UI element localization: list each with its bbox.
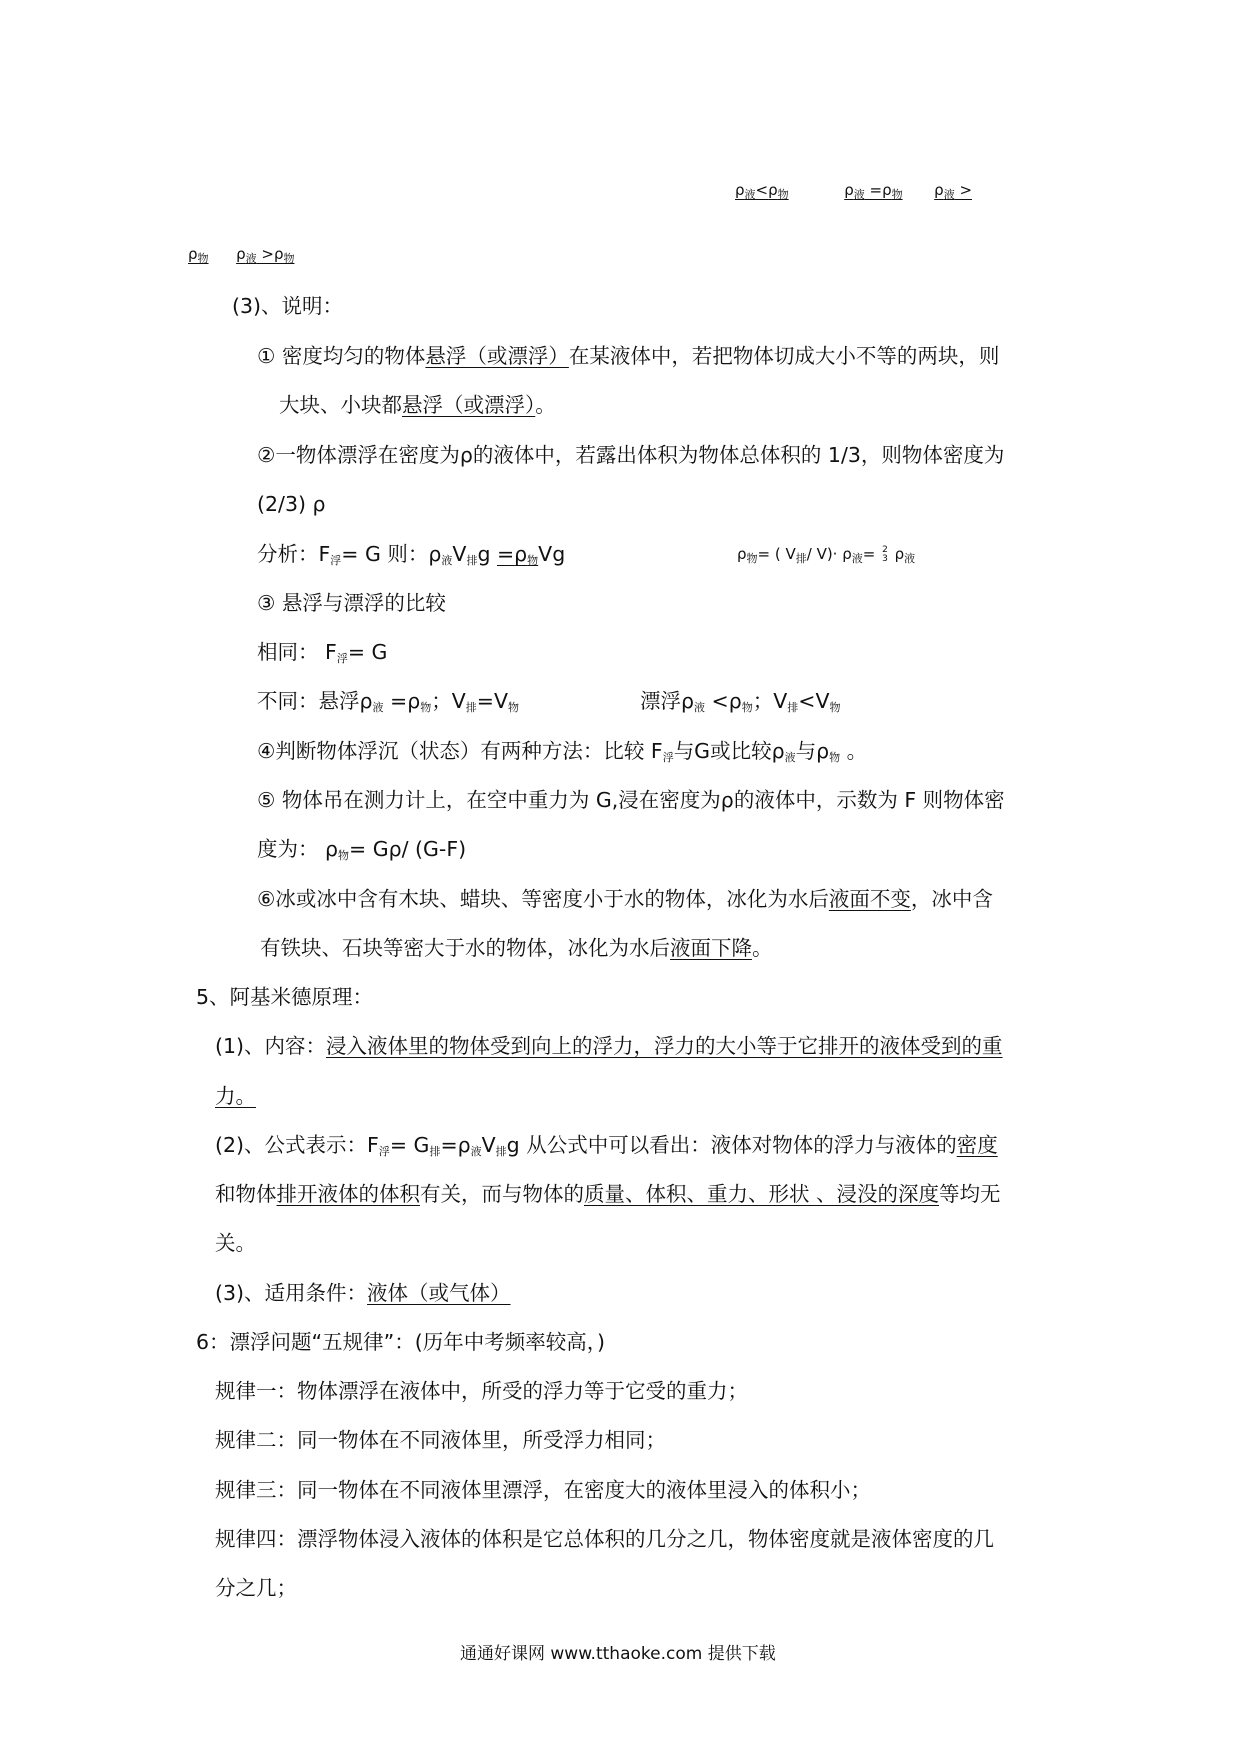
rule-4-line-1: 规律四：漂浮物体浸入液体的体积是它总体积的几分之几，物体密度就是液体密度的几 (215, 1527, 994, 1551)
analysis-result: $\rho_物=$ ( $V_排/$ $V)\cdot \rho_液=$ 2 3 $\rho_液$ (737, 544, 916, 565)
diff-line-suspend: 不同：悬浮$\rho_液 =\rho_物$；$V_排=V_物$ (257, 689, 519, 714)
sec5-formula-line-1: (2)、公式表示：$F_浮= G_排=\rho_液V_排g$ 从公式中可以看出：液体对物体的浮力与液体的密度 (215, 1133, 998, 1158)
second-density-relations (188, 240, 294, 273)
item-5-line-2: 度为： $\rho_物= G\rho/$ (G-F) (257, 837, 467, 862)
rel-float: $\rho_液 >\rho_物$ (236, 245, 295, 265)
item-1-line-1: ① 密度均匀的物体悬浮（或漂浮）在某液体中，若把物体切成大小不等的两块，则 (257, 344, 1000, 368)
sec5-condition-line: (3)、适用条件：液体（或气体） (215, 1281, 511, 1305)
item-4-line: ④判断物体浮沉（状态）有两种方法：比较 $F_浮$与G或比较$\rho_液$与$\rho_物$ 。 (257, 739, 868, 764)
rule-2: 规律二：同一物体在不同液体里，所受浮力相同； (215, 1428, 666, 1452)
rule-4-line-2: 分之几； (215, 1576, 297, 1600)
rule-3: 规律三：同一物体在不同液体里漂浮，在密度大的液体里浸入的体积小； (215, 1478, 871, 1502)
same-line: 相同： $F_浮= G$ (257, 640, 388, 665)
item-6-line-1: ⑥冰或冰中含有木块、蜡块、等密度小于水的物体，冰化为水后液面不变，冰中含 (257, 887, 993, 911)
rel-suspend: $\rho_液 =\rho_物$ (844, 181, 903, 201)
item-2-line-1: ②一物体漂浮在密度为ρ的液体中，若露出体积为物体总体积的 1/3，则物体密度为 (257, 443, 1005, 467)
sec5-formula-line-2: 和物体排开液体的体积有关，而与物体的质量、体积、重力、形状 、浸没的深度等均无 (215, 1182, 1001, 1206)
rel-rise-cont: $\rho_物$ (188, 245, 209, 265)
item-3-title: ③ 悬浮与漂浮的比较 (257, 591, 446, 615)
sec5-formula-line-3: 关。 (215, 1231, 256, 1255)
section-3-title: (3)、说明： (232, 294, 344, 318)
sec5-content-line-1: (1)、内容：浸入液体里的物体受到向上的浮力，浮力的大小等于它排开的液体受到的重 (215, 1034, 1003, 1058)
item-6-line-2: 有铁块、石块等密大于水的物体，冰化为水后液面下降。 (260, 936, 773, 960)
sec5-content-line-2: 力。 (215, 1084, 256, 1108)
item-1-line-2: 大块、小块都悬浮（或漂浮）。 (279, 393, 556, 417)
rule-1: 规律一：物体漂浮在液体中，所受的浮力等于它受的重力； (215, 1379, 748, 1403)
item-5-line-1: ⑤ 物体吊在测力计上，在空中重力为 G,浸在密度为ρ的液体中，示数为 F 则物体密 (257, 788, 1005, 812)
rel-sink: $\rho_液<\rho_物$ (735, 181, 789, 201)
section-5-title: 5、阿基米德原理： (196, 985, 374, 1009)
section-6-title: 6：漂浮问题“五规律”：(历年中考频率较高，) (196, 1330, 606, 1354)
item-2-line-2: (2/3) ρ (257, 492, 326, 516)
diff-line-float: 漂浮$\rho_液 <\rho_物$；$V_排<V_物$ (640, 689, 841, 714)
top-density-relations (735, 176, 972, 209)
analysis-line: 分析：$F_浮= G$ 则：$\rho_液V_排g =\rho_物Vg$ (257, 542, 566, 567)
rel-rise: $\rho_液$ > (934, 181, 973, 201)
page-footer: 通通好课网 www.tthaoke.com 提供下载 (460, 1644, 776, 1664)
two-thirds-fraction: 2 3 (882, 544, 888, 564)
